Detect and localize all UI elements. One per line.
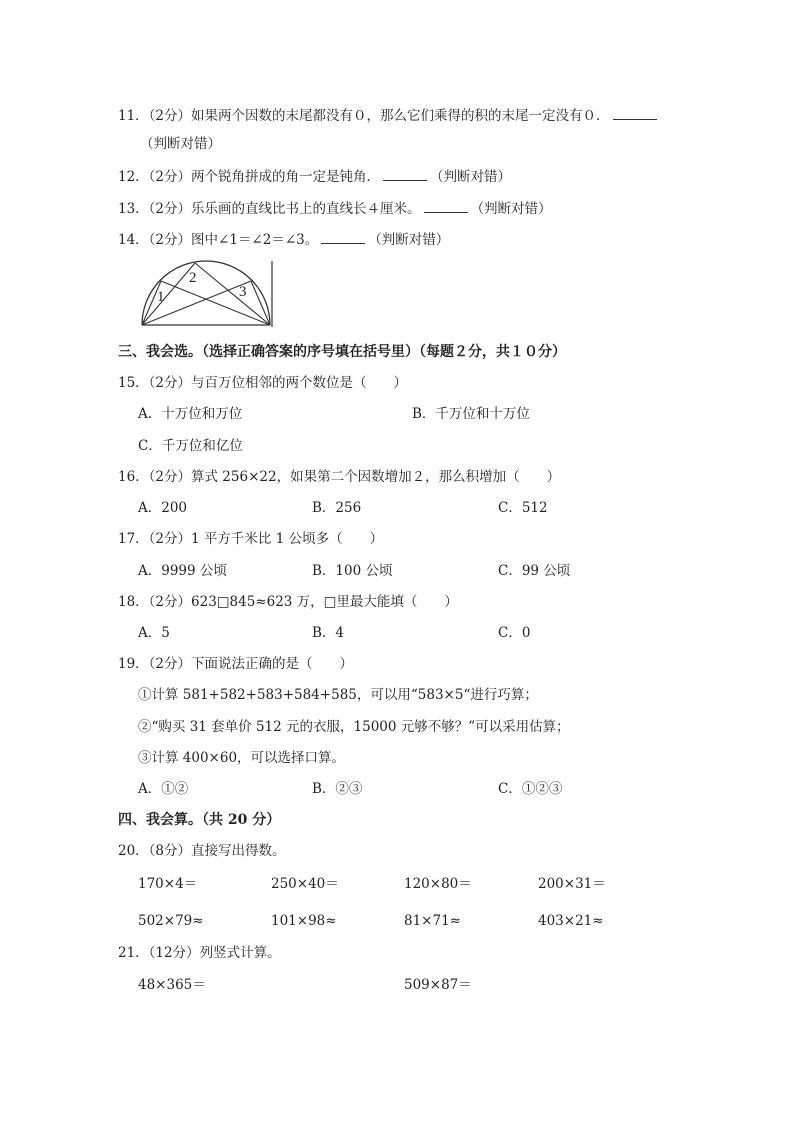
question-11 [118, 105, 660, 125]
question-11-text: 11．（2分）如果两个因数的末尾都没有０，那么它们乘得的积的末尾一定没有０． [118, 108, 610, 124]
answer-blank[interactable] [613, 105, 657, 120]
question-13 [118, 198, 552, 218]
question-12 [118, 166, 511, 186]
section-4-heading: 四、我会算。（共 20 分） [118, 812, 281, 828]
question-13-suffix: （判断对错） [470, 201, 552, 217]
question-14-suffix: （判断对错） [368, 232, 450, 248]
statement-3: ③计算 400×60，可以选择口算。 [138, 750, 346, 766]
option-b[interactable]: B．256 [312, 500, 362, 516]
semicircle-angle-figure [139, 259, 273, 329]
option-a[interactable]: A．①② [138, 781, 189, 797]
option-c[interactable]: C．①②③ [498, 781, 563, 797]
option-a[interactable]: A．9999 公顷 [138, 563, 227, 579]
question-13-text: 13．（2分）乐乐画的直线比书上的直线长４厘米。 [118, 201, 421, 217]
question-21-text: 21．（12分）列竖式计算。 [118, 945, 281, 961]
option-b[interactable]: B．千万位和十万位 [412, 406, 530, 422]
calc-item: 170×4＝ [138, 876, 198, 892]
option-a[interactable]: A．5 [138, 625, 170, 641]
question-14-text: 14．（2分）图中∠1＝∠2＝∠3。 [118, 232, 319, 248]
calc-item: 81×71≈ [404, 913, 461, 929]
angle-label-2: 2 [189, 270, 197, 286]
option-a[interactable]: A．200 [138, 500, 188, 516]
answer-blank[interactable] [424, 198, 468, 213]
vertical-calc-item: 509×87＝ [404, 977, 472, 993]
calc-item: 250×40＝ [271, 876, 339, 892]
calc-item: 120×80＝ [404, 876, 472, 892]
option-a[interactable]: A．十万位和万位 [138, 406, 243, 422]
question-17-text: 17．（2分）1 平方千米比 1 公顷多（ ） [118, 531, 384, 547]
calc-item: 502×79≈ [138, 913, 204, 929]
section-3-heading: 三、我会选。（选择正确答案的序号填在括号里）（每题２分，共１０分） [118, 344, 566, 360]
angle-label-3: 3 [239, 284, 247, 300]
option-b[interactable]: B．100 公顷 [312, 563, 393, 579]
calc-item: 403×21≈ [538, 913, 604, 929]
statement-1: ①计算 581+582+583+584+585，可以用“583×5“进行巧算； [138, 687, 538, 703]
option-c[interactable]: C．99 公顷 [498, 563, 571, 579]
calc-item: 101×98≈ [271, 913, 337, 929]
question-11-suffix: （判断对错） [140, 136, 221, 152]
question-18-text: 18．（2分）623□845≈623 万，□里最大能填（ ） [118, 594, 458, 610]
vertical-calc-item: 48×365＝ [138, 977, 206, 993]
question-14 [118, 229, 449, 249]
answer-blank[interactable] [383, 166, 427, 181]
question-15-text: 15．（2分）与百万位相邻的两个数位是（ ） [118, 375, 408, 391]
option-c[interactable]: C．0 [498, 625, 531, 641]
option-c[interactable]: C．千万位和亿位 [138, 438, 243, 454]
option-b[interactable]: B．4 [312, 625, 345, 641]
chord-line [195, 263, 270, 325]
question-20-text: 20．（8分）直接写出得数。 [118, 843, 286, 859]
question-12-text: 12．（2分）两个锐角拼成的角一定是钝角． [118, 169, 381, 185]
calc-item: 200×31＝ [538, 876, 606, 892]
question-16-text: 16．（2分）算式 256×22，如果第二个因数增加２，那么积增加（ ） [118, 469, 561, 485]
angle-label-1: 1 [157, 289, 165, 305]
question-19-text: 19．（2分）下面说法正确的是（ ） [118, 656, 354, 672]
question-12-suffix: （判断对错） [430, 169, 512, 185]
option-c[interactable]: C．512 [498, 500, 548, 516]
option-b[interactable]: B．②③ [312, 781, 363, 797]
statement-2: ②“购买 31 套单价 512 元的衣服，15000 元够不够？”可以采用估算； [138, 719, 570, 735]
answer-blank[interactable] [321, 229, 365, 244]
